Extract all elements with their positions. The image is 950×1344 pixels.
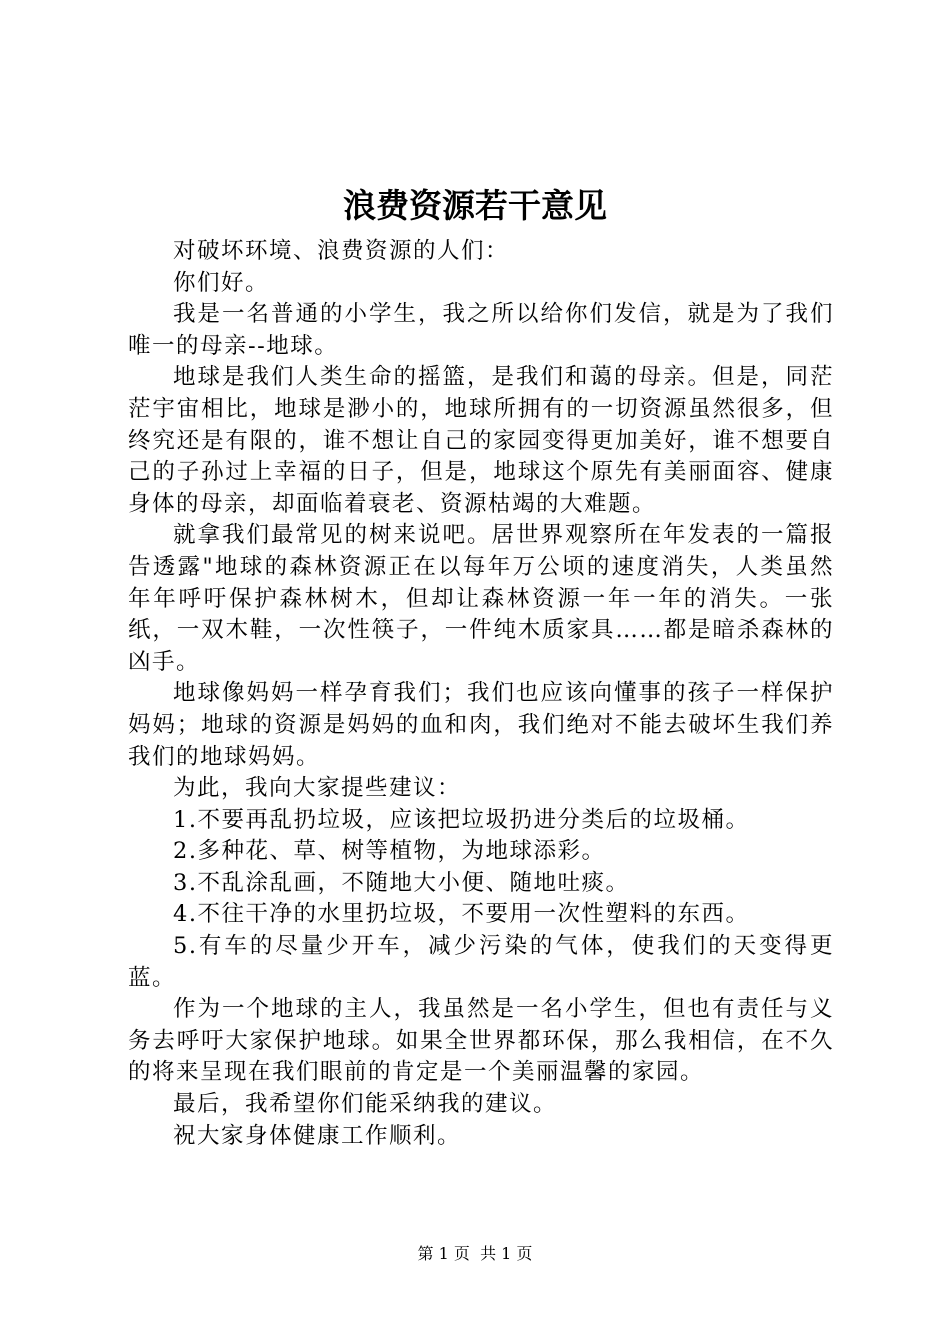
document-title: 浪费资源若干意见 xyxy=(343,186,607,225)
closing-paragraph: 最后，我希望你们能采纳我的建议。 xyxy=(173,1091,558,1118)
body-paragraph: 为此，我向大家提些建议： xyxy=(173,775,462,802)
body-paragraph: 我是一名普通的小学生，我之所以给你们发信，就是为了我们唯一的母亲--地球。 xyxy=(128,301,834,359)
page-footer xyxy=(0,1243,950,1265)
page-number: 第 1 页 xyxy=(417,1244,470,1263)
body-paragraph: 地球像妈妈一样孕育我们；我们也应该向懂事的孩子一样保护妈妈；地球的资源是妈妈的血和肉，我们绝对不能去破坏生我们养我们的地球妈妈。 xyxy=(128,680,834,770)
suggestion-item: 4.不往干净的水里扔垃圾，不要用一次性塑料的东西。 xyxy=(173,901,750,928)
body-paragraph: 地球是我们人类生命的摇篮，是我们和蔼的母亲。但是，同茫茫宇宙相比，地球是渺小的，地球所拥有的一切资源虽然很多，但终究还是有限的，谁不想让自己的家园变得更加美好，谁不想要自己的子孙过上幸福的日子，但是，地球这个原先有美丽面容、健康身体的母亲，却面临着衰老、资源枯竭的大难题。 xyxy=(128,364,834,517)
suggestion-item: 2.多种花、草、树等植物，为地球添彩。 xyxy=(173,838,606,865)
document-body xyxy=(128,236,834,1152)
page-total: 共 1 页 xyxy=(480,1244,533,1263)
suggestion-item: 1.不要再乱扔垃圾，应该把垃圾扔进分类后的垃圾桶。 xyxy=(173,806,750,833)
closing-wish: 祝大家身体健康工作顺利。 xyxy=(173,1122,462,1149)
body-paragraph: 就拿我们最常见的树来说吧。居世界观察所在年发表的一篇报告透露"地球的森林资源正在以每年万公顷的速度消失，人类虽然年年呼吁保护森林树木，但却让森林资源一年一年的消失。一张纸，一双木鞋，一次性筷子，一件纯木质家具……都是暗杀森林的凶手。 xyxy=(128,522,834,675)
suggestion-item: 3.不乱涂乱画，不随地大小便、随地吐痰。 xyxy=(173,869,630,896)
body-paragraph: 作为一个地球的主人，我虽然是一名小学生，但也有责任与义务去呼吁大家保护地球。如果全世界都环保，那么我相信，在不久的将来呈现在我们眼前的肯定是一个美丽温馨的家园。 xyxy=(128,996,834,1086)
greeting: 你们好。 xyxy=(173,269,270,296)
suggestion-item: 5.有车的尽量少开车，减少污染的气体，使我们的天变得更蓝。 xyxy=(128,933,834,991)
salutation: 对破坏环境、浪费资源的人们： xyxy=(173,238,510,264)
